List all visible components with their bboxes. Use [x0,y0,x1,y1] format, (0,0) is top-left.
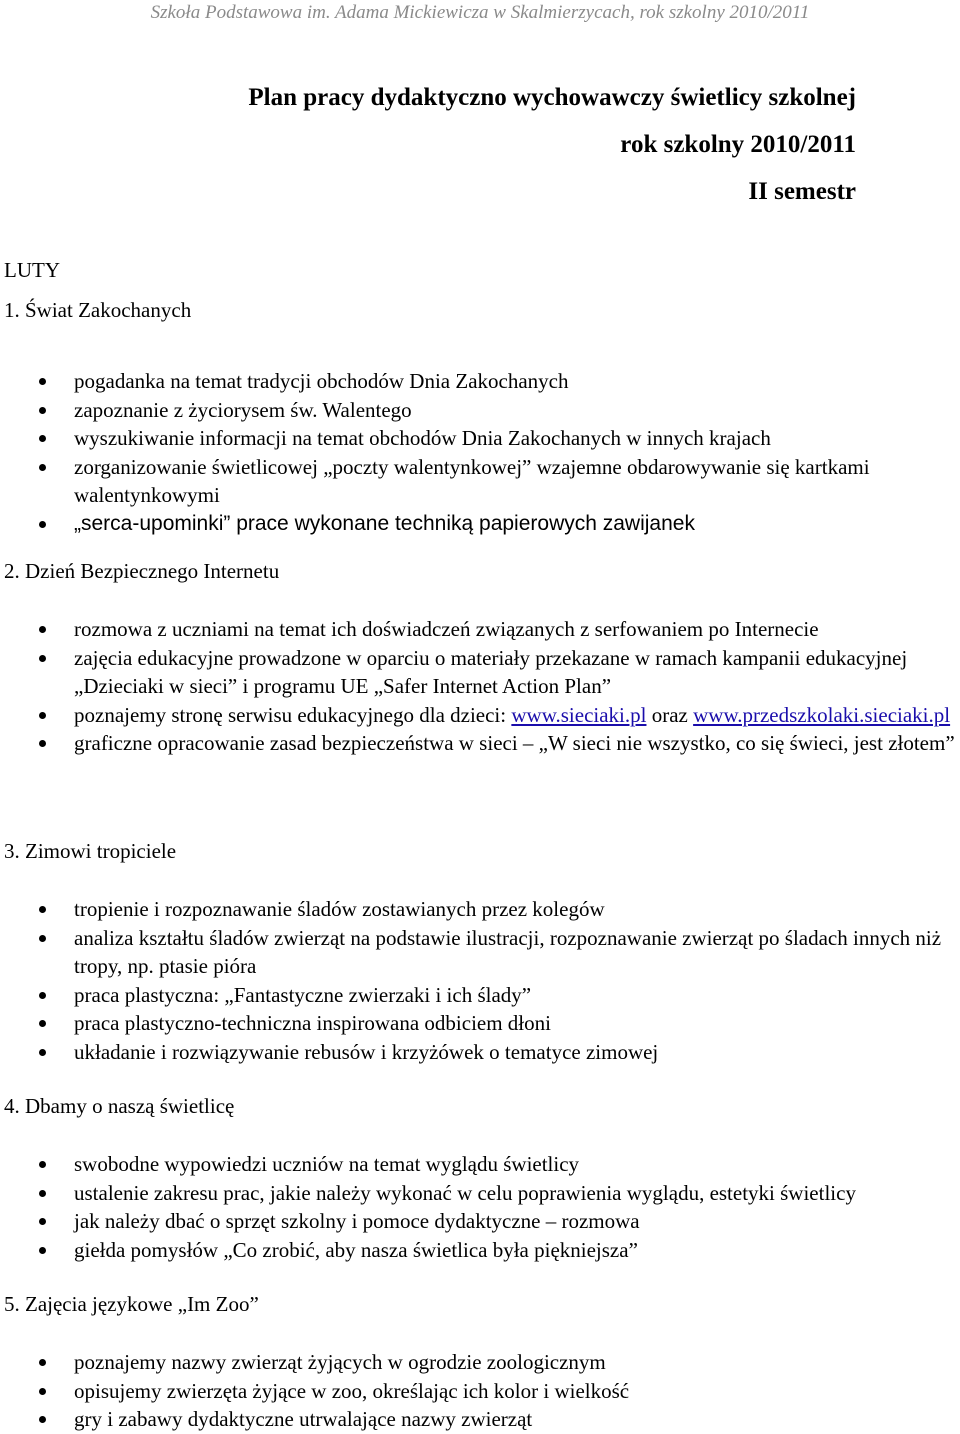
section-list-5 [0,1348,960,1434]
list-item: pogadanka na temat tradycji obchodów Dnia Zakochanych [0,367,960,396]
bullet-icon [39,435,46,442]
bullet-icon [39,1416,46,1423]
list-item: „serca-upominki” prace wykonane techniką papierowych zawijanek [0,510,960,539]
bullet-icon [39,407,46,414]
list-item: układanie i rozwiązywanie rebusów i krzyżówek o tematyce zimowej [0,1038,960,1067]
sieciaki-link[interactable]: www.sieciaki.pl [511,702,647,727]
bullet-icon [39,1359,46,1366]
list-item: praca plastyczna: „Fantastyczne zwierzaki i ich ślady” [0,981,960,1010]
bullet-icon [39,740,46,747]
bullet-icon [39,378,46,385]
list-item: zorganizowanie świetlicowej „poczty walentynkowej” wzajemne obdarowywanie się kartkami walentynkowymi [0,453,960,510]
list-item: giełda pomysłów „Co zrobić, aby nasza świetlica była piękniejsza” [0,1236,960,1265]
list-item: poznajemy nazwy zwierząt żyjących w ogrodzie zoologicznym [0,1348,960,1377]
bullet-icon [39,1049,46,1056]
bullet-icon [39,712,46,719]
section-list-2 [0,615,960,758]
list-item: graficzne opracowanie zasad bezpieczeństwa w sieci – „W sieci nie wszystko, co się świeci, jest złotem” [0,729,960,758]
list-item: analiza kształtu śladów zwierząt na podstawie ilustracji, rozpoznawanie zwierząt po śladach innych niż tropy, np. ptasie pióra [0,924,960,981]
list-item: tropienie i rozpoznawanie śladów zostawianych przez kolegów [0,895,960,924]
bullet-icon [39,521,46,528]
bullet-icon [39,935,46,942]
bullet-icon [39,1218,46,1225]
bullet-icon [39,906,46,913]
list-item: zajęcia edukacyjne prowadzone w oparciu o materiały przekazane w ramach kampanii edukacyjnej „Dzieciaki w sieci” i programu UE „Safer Internet Action Plan” [0,644,960,701]
list-item: jak należy dbać o sprzęt szkolny i pomoce dydaktyczne – rozmowa [0,1207,960,1236]
list-item: poznajemy stronę serwisu edukacyjnego dla dzieci: www.sieciaki.pl oraz www.przedszkolaki.sieciaki.pl [0,701,960,730]
list-item: rozmowa z uczniami na temat ich doświadczeń związanych z serfowaniem po Internecie [0,615,960,644]
list-item: zapoznanie z życiorysem św. Walentego [0,396,960,425]
section-list-4 [0,1150,960,1264]
list-item: wyszukiwanie informacji na temat obchodów Dnia Zakochanych w innych krajach [0,424,960,453]
section-heading-4: 4. Dbamy o naszą świetlicę [4,1094,235,1118]
section-heading-3: 3. Zimowi tropiciele [4,839,177,863]
bullet-icon [39,1247,46,1254]
list-item: ustalenie zakresu prac, jakie należy wykonać w celu poprawienia wyglądu, estetyki świetlicy [0,1179,960,1208]
bullet-icon [39,464,46,471]
bullet-icon [39,1190,46,1197]
section-list-1 [0,367,960,538]
school-year-title: rok szkolny 2010/2011 [620,131,856,158]
bullet-icon [39,1161,46,1168]
przedszkolaki-link[interactable]: www.przedszkolaki.sieciaki.pl [693,702,951,727]
month-heading: LUTY [4,258,60,282]
list-item: swobodne wypowiedzi uczniów na temat wyglądu świetlicy [0,1150,960,1179]
semester-title: II semestr [748,178,856,205]
bullet-icon [39,992,46,999]
bullet-icon [39,626,46,633]
bullet-icon [39,1388,46,1395]
section-heading-5: 5. Zajęcia językowe „Im Zoo” [4,1292,259,1316]
section-heading-1: 1. Świat Zakochanych [4,298,192,322]
list-item: praca plastyczno-techniczna inspirowana odbiciem dłoni [0,1009,960,1038]
bullet-icon [39,655,46,662]
list-item: opisujemy zwierzęta żyjące w zoo, określając ich kolor i wielkość [0,1377,960,1406]
section-list-3 [0,895,960,1066]
bullet-icon [39,1020,46,1027]
document-title: Plan pracy dydaktyczno wychowawczy świetlicy szkolnej [248,84,856,111]
section-heading-2: 2. Dzień Bezpiecznego Internetu [4,559,280,583]
list-item: gry i zabawy dydaktyczne utrwalające nazwy zwierząt [0,1405,960,1434]
page-header: Szkoła Podstawowa im. Adama Mickiewicza w Skalmierzycach, rok szkolny 2010/2011 [150,2,810,23]
